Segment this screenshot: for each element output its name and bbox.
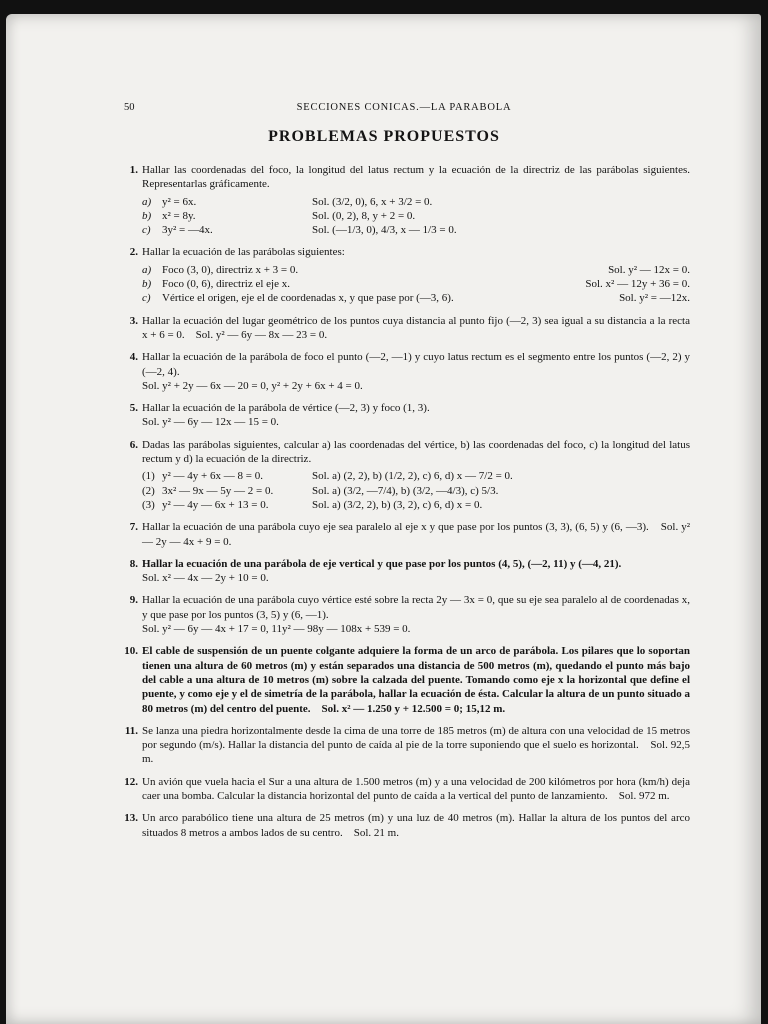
item-equation: x² = 8y. bbox=[162, 209, 196, 222]
problem-solution: Sol. 92,5 m. bbox=[142, 739, 691, 766]
item-solution: Sol. a) (3/2, —7/4), b) (3/2, —4/3), c) 5/3. bbox=[312, 484, 499, 497]
item-label: b) bbox=[142, 278, 152, 291]
item-solution: Sol. x² — 12y + 36 = 0. bbox=[585, 278, 690, 291]
problem-10 bbox=[118, 644, 690, 715]
problem-text: Se lanza una piedra horizontalmente desde la cima de una torre de 185 metros (m) de altura con una velocidad de 15 metros por segundo (m/s). Hallar la distancia del punto de caída al pie de la torre suponiendo que el suelo es horizontal. bbox=[142, 724, 690, 752]
item-equation: Vértice el origen, eje el de coordenadas x, y que pase por (—3, 6). bbox=[162, 292, 454, 305]
item-solution: Sol. a) (3/2, 2), b) (3, 2), c) 6, d) x = 0. bbox=[312, 498, 483, 511]
running-title: SECCIONES CONICAS.—LA PARABOLA bbox=[296, 102, 512, 113]
problem-number: 13. bbox=[124, 812, 138, 825]
problem-number: 5. bbox=[129, 402, 138, 415]
problem-7 bbox=[118, 520, 690, 549]
problem-solution: Sol. y² — 6y — 8x — 23 = 0. bbox=[195, 328, 328, 341]
item-equation: 3y² = —4x. bbox=[162, 224, 213, 237]
item-label: b) bbox=[142, 209, 152, 222]
problem-text: Hallar las coordenadas del foco, la longitud del latus rectum y la ecuación de la directriz de las parábolas siguientes. Representarlas gráficamente. bbox=[142, 164, 690, 191]
problem-text: Un arco parabólico tiene una altura de 25 metros (m) y una luz de 40 metros (m). Hallar la altura de los puntos del arco situados 8 metros a ambos lados de su centro. bbox=[142, 812, 690, 839]
problem-solution: Sol. y² — 2y — 4x + 9 = 0. bbox=[142, 521, 690, 548]
item-label: (3) bbox=[142, 498, 155, 511]
problem-12 bbox=[118, 775, 690, 804]
problem-number: 9. bbox=[129, 594, 138, 607]
item-label: c) bbox=[142, 224, 151, 237]
item-equation: 3x² — 9x — 5y — 2 = 0. bbox=[162, 484, 274, 497]
problem-9 bbox=[118, 593, 690, 636]
item-equation: Foco (3, 0), directriz x + 3 = 0. bbox=[162, 263, 299, 276]
problem-solution: Sol. 972 m. bbox=[618, 789, 670, 802]
problem-number: 7. bbox=[129, 521, 138, 534]
item-equation: y² = 6x. bbox=[162, 195, 197, 208]
problem-solution: Sol. y² — 6y — 4x + 17 = 0, 11y² — 98y — 108x + 539 = 0. bbox=[142, 623, 411, 636]
problem-number: 10. bbox=[124, 645, 138, 658]
problem-number: 1. bbox=[129, 164, 138, 176]
problem-solution: Sol. y² + 2y — 6x — 20 = 0, y² + 2y + 6x + 4 = 0. bbox=[142, 379, 363, 392]
problem-5 bbox=[118, 401, 690, 430]
problem-4 bbox=[118, 350, 690, 393]
problem-text: Hallar la ecuación de la parábola de vértice (—2, 3) y foco (1, 3). bbox=[142, 402, 430, 415]
problem-text: Hallar la ecuación de una parábola de eje vertical y que pase por los puntos (4, 5), (—2, 11) y (—4, 21). bbox=[142, 557, 622, 570]
problem-list bbox=[118, 163, 690, 848]
problem-item bbox=[142, 291, 690, 305]
item-solution: Sol. a) (2, 2), b) (1/2, 2), c) 6, d) x — 7/2 = 0. bbox=[312, 470, 513, 483]
item-solution: Sol. y² — 12x = 0. bbox=[608, 263, 690, 276]
problem-6 bbox=[118, 438, 690, 512]
running-header bbox=[124, 102, 684, 118]
item-equation: y² — 4y — 6x + 13 = 0. bbox=[162, 498, 269, 511]
item-label: a) bbox=[142, 195, 152, 208]
problem-text: Dadas las parábolas siguientes, calcular a) las coordenadas del vértice, b) las coordenadas del foco, c) la longitud del latus rectum y d) la ecuación de la directriz. bbox=[142, 438, 690, 466]
problem-3 bbox=[118, 314, 690, 343]
problem-solution: Sol. 21 m. bbox=[353, 826, 399, 839]
problem-item bbox=[142, 195, 690, 209]
problem-item bbox=[142, 277, 690, 291]
problem-item bbox=[142, 209, 690, 223]
problem-item bbox=[142, 469, 690, 483]
item-label: (2) bbox=[142, 484, 155, 497]
problem-solution: Sol. y² — 6y — 12x — 15 = 0. bbox=[142, 416, 279, 429]
item-solution: Sol. (—1/3, 0), 4/3, x — 1/3 = 0. bbox=[312, 224, 457, 237]
item-solution: Sol. (3/2, 0), 6, x + 3/2 = 0. bbox=[312, 195, 433, 208]
section-title: PROBLEMAS PROPUESTOS bbox=[268, 128, 500, 145]
problem-13 bbox=[118, 811, 690, 840]
item-solution: Sol. y² = —12x. bbox=[619, 292, 690, 305]
problem-item bbox=[142, 498, 690, 512]
problem-number: 12. bbox=[124, 775, 138, 788]
item-label: c) bbox=[142, 292, 151, 305]
problem-number: 8. bbox=[129, 557, 138, 570]
problem-text: Hallar la ecuación de las parábolas siguientes: bbox=[142, 246, 345, 259]
problem-number: 3. bbox=[129, 314, 138, 327]
problem-item bbox=[142, 263, 690, 277]
item-label: a) bbox=[142, 263, 152, 276]
page-number: 50 bbox=[124, 102, 135, 113]
item-label: (1) bbox=[142, 470, 155, 483]
problem-text: Un avión que vuela hacia el Sur a una altura de 1.500 metros (m) y a una velocidad de 200 kilómetros por hora (km/h) deja caer una bomba. Calcular la distancia horizontal del punto de caída a la vertical del punto de lanzamiento. bbox=[142, 775, 690, 802]
problem-solution: Sol. x² — 1.250 y + 12.500 = 0; 15,12 m. bbox=[321, 702, 506, 715]
problem-2 bbox=[118, 245, 690, 305]
problem-11 bbox=[118, 724, 690, 767]
problem-1 bbox=[118, 163, 690, 237]
item-solution: Sol. (0, 2), 8, y + 2 = 0. bbox=[312, 209, 416, 222]
problem-number: 2. bbox=[129, 246, 138, 259]
problem-item bbox=[142, 223, 690, 237]
problem-text: El cable de suspensión de un puente colgante adquiere la forma de un arco de parábola. Los pilares que lo soportan tienen una altura de 60 metros (m) y están separados una distancia de 500 metros (m), quedando el punto más bajo del cable a una altura de 10 metros (m) sobre la calzada del puente. Tomando como eje x la horizontal que define el puente, y como eje y el de simetría de la parábola, hallar la ecuación de ésta. Calcular la altura de un punto situado a 80 metros (m) del centro del puente. bbox=[142, 645, 690, 715]
problem-solution: Sol. x² — 4x — 2y + 10 = 0. bbox=[142, 572, 269, 585]
problem-8 bbox=[118, 557, 690, 586]
problem-number: 11. bbox=[124, 724, 138, 737]
item-equation: Foco (0, 6), directriz el eje x. bbox=[162, 278, 290, 291]
problem-number: 4. bbox=[129, 351, 138, 364]
problem-text: Hallar la ecuación de la parábola de foco el punto (—2, —1) y cuyo latus rectum es el segmento entre los puntos (—2, 2) y (—2, 4). bbox=[142, 351, 690, 378]
problem-item bbox=[142, 484, 690, 498]
item-equation: y² — 4y + 6x — 8 = 0. bbox=[162, 470, 263, 483]
problem-number: 6. bbox=[129, 438, 138, 451]
problem-text: Hallar la ecuación de una parábola cuyo eje sea paralelo al eje x y que pase por los puntos (3, 3), (6, 5) y (6, —3). bbox=[142, 521, 649, 534]
problem-text: Hallar la ecuación de una parábola cuyo vértice esté sobre la recta 2y — 3x = 0, que su eje sea paralelo al de coordenadas x, y que pase por los puntos (3, 5) y (6, —1). bbox=[142, 594, 690, 621]
problem-text: Hallar la ecuación del lugar geométrico de los puntos cuya distancia al punto fijo (—2, 3) sea igual a su distancia a la recta x + 6 = 0. bbox=[142, 314, 690, 341]
